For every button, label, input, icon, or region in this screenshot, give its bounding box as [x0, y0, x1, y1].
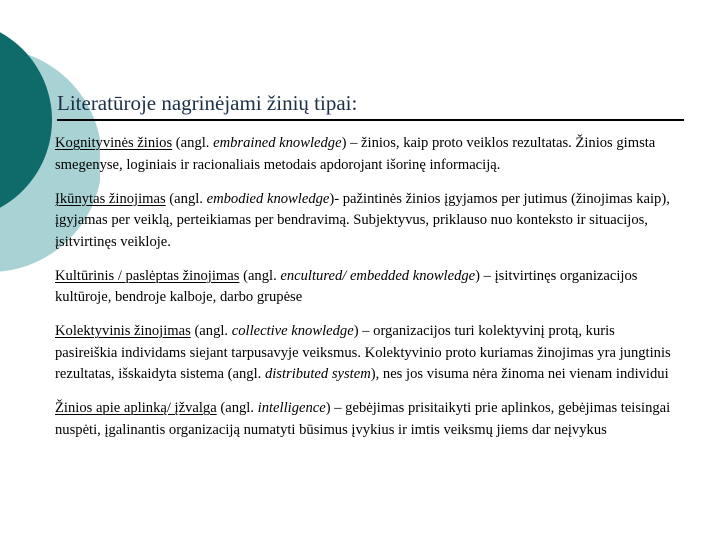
- item-description: ) – įsitvirtinęs organizacijos kultūroje, bendroje kalboje, darbo grupėse: [55, 267, 638, 305]
- list-item: [55, 321, 675, 386]
- item-angl-prefix: (angl.: [190, 323, 232, 339]
- item-english-term: embrained knowledge: [213, 135, 342, 151]
- list-item: [55, 133, 675, 176]
- list-item: [55, 398, 675, 441]
- item-term: Žinios apie aplinką/ įžvalga: [55, 400, 217, 416]
- list-item: [55, 266, 675, 309]
- item-english-term-2: distributed system: [264, 366, 371, 382]
- item-angl-prefix: (angl.: [165, 190, 207, 207]
- item-description-2: ), nes jos visuma nėra žinoma nei vienam individui: [370, 366, 669, 382]
- list-item: [55, 189, 675, 254]
- item-description: ) – organizacijos turi kolektyvinį protą, kuris pasireiškia individams siejant tarpusavyje veiksmus. Kolektyvinio proto kuriamas žinojimas yra jungtinis rezultatas, išskaidyta sistema (angl.: [55, 323, 671, 382]
- title-underline: [57, 119, 684, 121]
- item-description: ) – gebėjimas prisitaikyti prie aplinkos, gebėjimas teisingai nuspėti, įgalinantis organizaciją numatyti būsimus įvykius ir imtis veiksmų jiems dar neįvykus: [55, 400, 671, 438]
- item-english-term: intelligence: [257, 400, 326, 416]
- item-english-term: encultured/ embedded knowledge: [280, 267, 476, 284]
- item-angl-prefix: (angl.: [172, 135, 214, 151]
- knowledge-types-list: [55, 133, 675, 454]
- item-term: Kultūrinis / paslėptas žinojimas: [55, 267, 240, 284]
- slide-title: Literatūroje nagrinėjami žinių tipai:: [57, 91, 358, 115]
- item-english-term: collective knowledge: [231, 323, 354, 339]
- item-description: )- pažintinės žinios įgyjamos per jutimus (žinojimas kaip), įgyjamas per veiklą, perteikiamas per bendravimą. Subjektyvus, priklauso nuo konteksto ir situacijos, įsitvirtinęs veikloje.: [55, 190, 670, 250]
- item-description: ) – žinios, kaip proto veiklos rezultatas. Žinios gimsta smegenyse, loginiais ir racionaliais metodais apdorojant išorinę informaciją.: [55, 135, 656, 173]
- item-angl-prefix: (angl.: [239, 267, 281, 284]
- item-term: Kolektyvinis žinojimas: [55, 323, 191, 339]
- item-term: Įkūnytas žinojimas: [55, 190, 166, 207]
- item-english-term: embodied knowledge: [206, 190, 330, 207]
- item-term: Kognityvinės žinios: [55, 135, 173, 151]
- item-angl-prefix: (angl.: [216, 400, 258, 416]
